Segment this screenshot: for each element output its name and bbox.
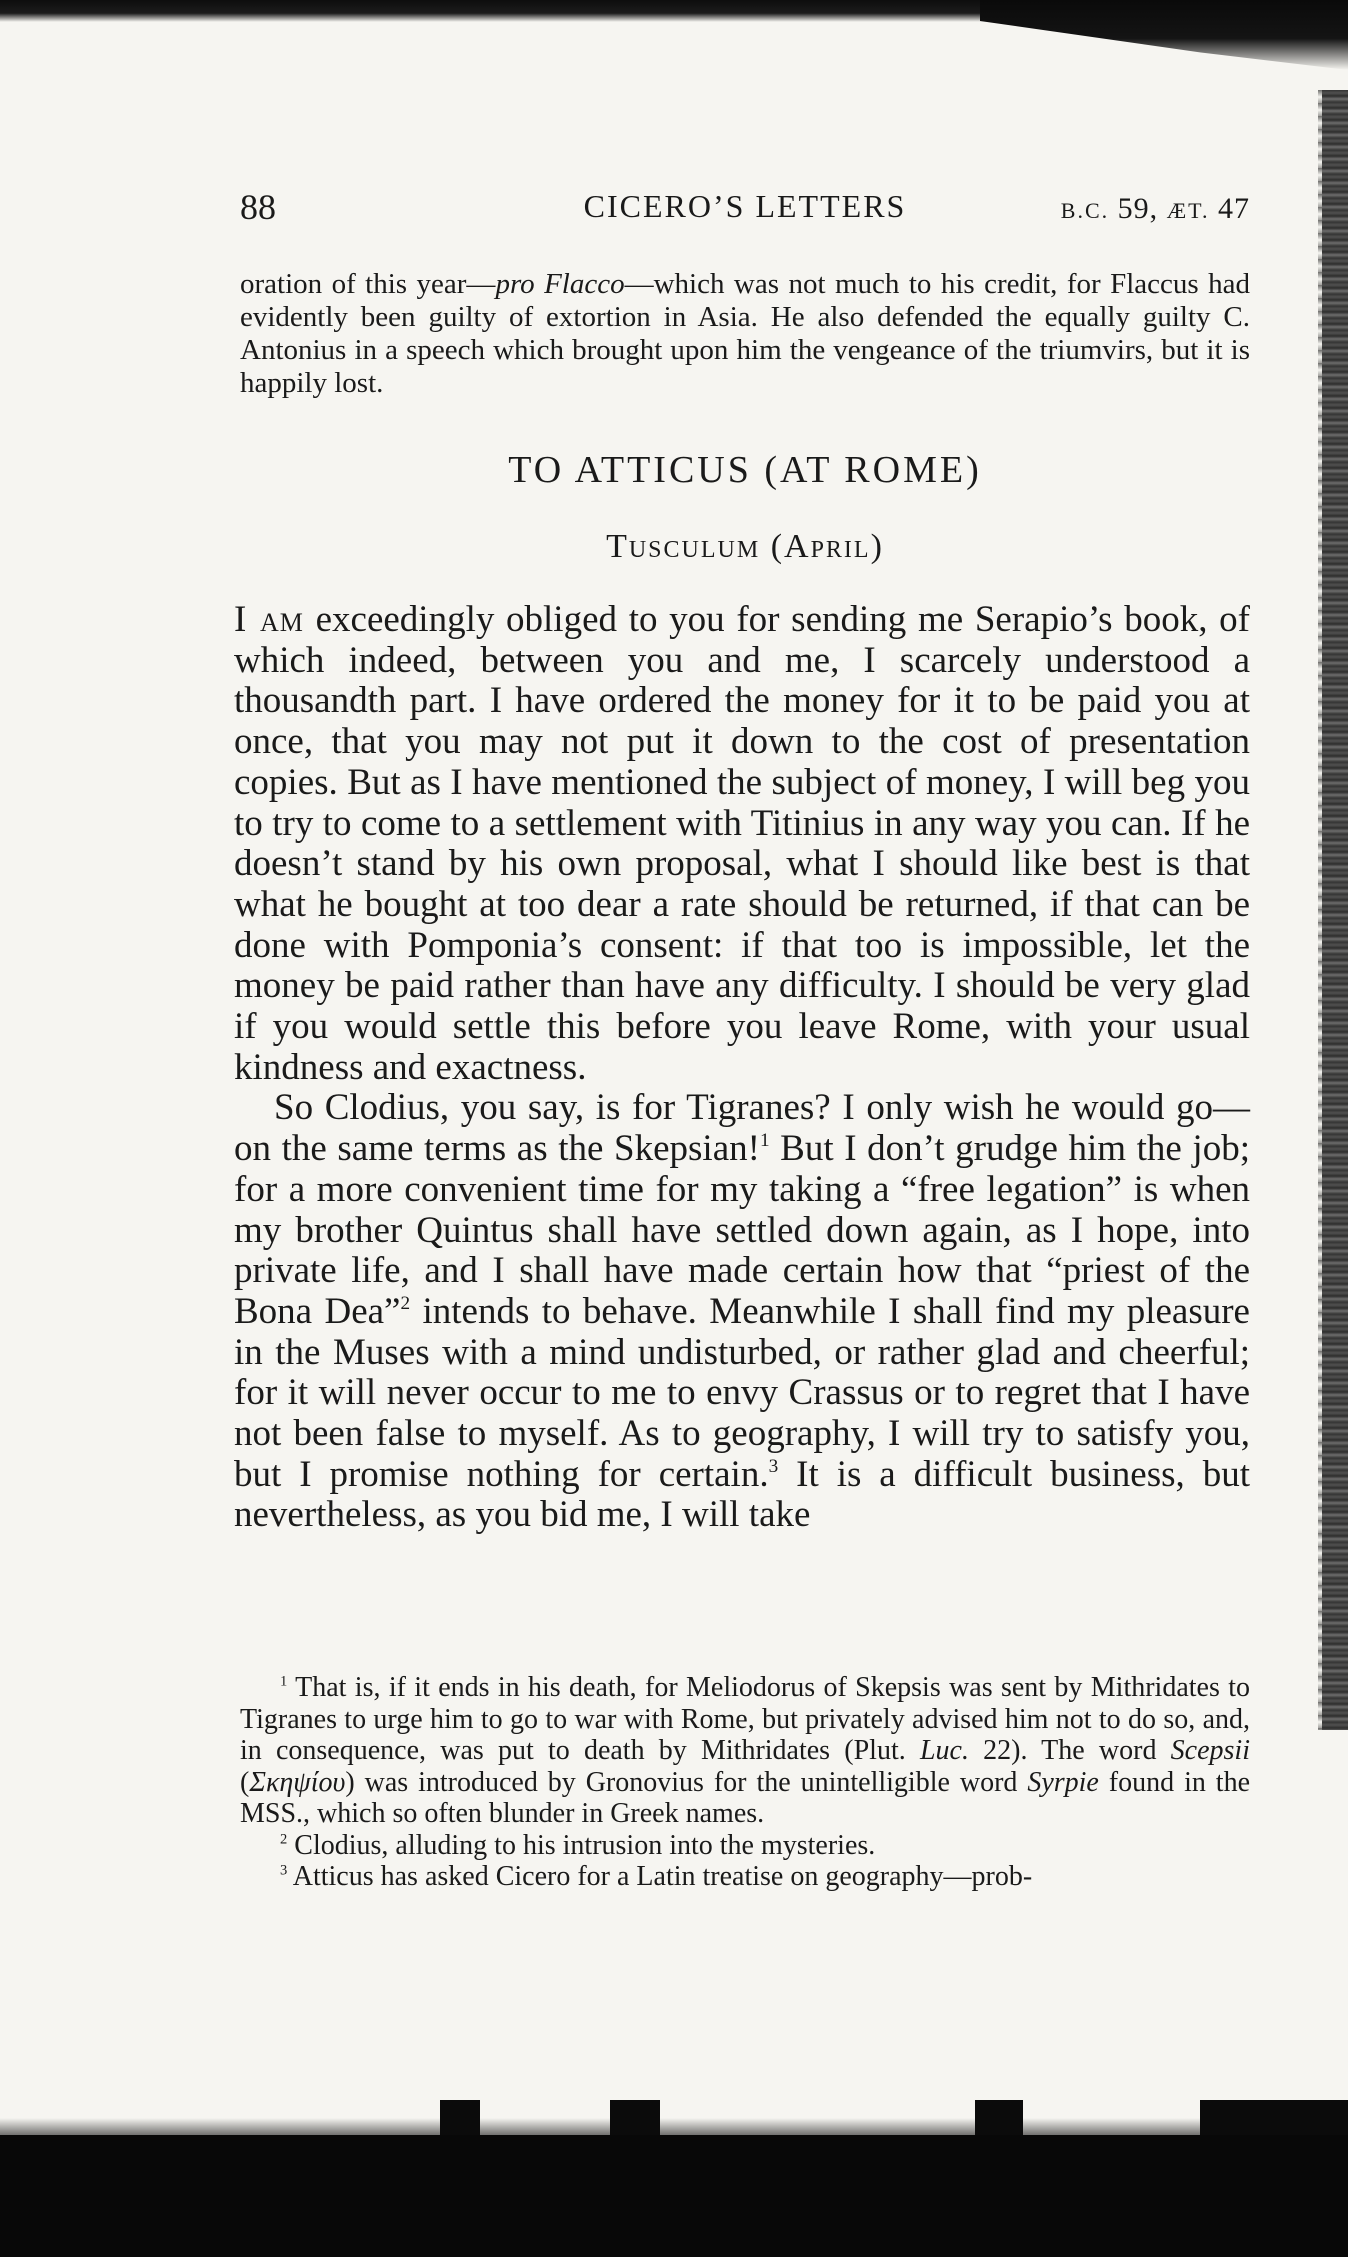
paragraph-text: But I don’t grudge him the job; for a more convenient time for my taking a “free legation” is when my brother Quintus shall have settled down again, as I hope, into private life, and I shall have made certain how that “priest of the Bona Dea” xyxy=(234,1128,1250,1332)
footnote-text: ( xyxy=(240,1766,250,1798)
letter-place-text: Tusculum (April) xyxy=(606,528,884,565)
footnote-number: 2 xyxy=(280,1831,288,1848)
paragraph-text: exceedingly obliged to you for sending me Serapio’s book, of which indeed, between you and me, I scarcely understood a thousandth part. I have ordered the money for it to be paid you at once, that you may not put it down to the cost of presentation copies. But as I have mentioned the subject of money, I will beg you to try to come to a settlement with Titinius in any way you can. If he doesn’t stand by his own proposal, what I should like best is that what he bought at too dear a rate should be returned, if that can be done with Pomponia’s consent: if that too is impossible, let the money be paid rather than have any difficulty. I should be very glad if you would settle this before you leave Rome, with your usual kindness and exactness. xyxy=(234,599,1250,1088)
letter-body xyxy=(234,600,1250,1536)
footnote-text: 22). The word xyxy=(968,1735,1171,1766)
letter-place-date xyxy=(240,528,1250,566)
footnote-ref: 3 xyxy=(768,1455,779,1477)
paragraph-text: So Clodius, you say, is for Tigranes? I only wish he would go—on the same terms as the Skepsian! xyxy=(234,1087,1250,1170)
footnote-2 xyxy=(240,1830,1250,1862)
intro-italic-title: pro Flacco xyxy=(495,268,625,300)
footnote-ref: 1 xyxy=(759,1130,770,1152)
body-paragraph xyxy=(234,1088,1250,1536)
intro-paragraph xyxy=(240,268,1250,400)
footnote-text: That is, if it ends in his death, for Meliodorus of Skepsis was sent by Mithridates to Tigranes to urge him to go to war with Rome, but privately advised him not to do so, and, in consequence, was put to death by Mithridates (Plut. xyxy=(240,1672,1251,1766)
footnote-text: Clodius, alluding to his intrusion into the mysteries. xyxy=(294,1829,876,1861)
footnote-text: found in the MSS., which so often blunder in Greek names. xyxy=(240,1766,1250,1829)
letter-heading: TO ATTICUS (AT ROME) xyxy=(508,449,982,491)
paragraph-lead: I am xyxy=(234,599,304,640)
date-prefix: B.C. xyxy=(1060,198,1110,223)
footnote-ref: 2 xyxy=(400,1293,411,1315)
paragraph-text: It is a difficult business, but nevertheless, as you bid me, I will take xyxy=(234,1453,1250,1536)
footnote-number: 1 xyxy=(280,1673,288,1690)
footnote-italic: Scepsii xyxy=(1170,1735,1250,1766)
intro-text-start: oration of this year— xyxy=(240,268,496,300)
body-paragraph xyxy=(234,600,1250,1088)
age-prefix: ÆT. xyxy=(1166,198,1210,223)
running-head xyxy=(240,186,1250,236)
footnote-italic: Syrpie xyxy=(1027,1766,1099,1798)
footnote-text: Atticus has asked Cicero for a Latin treatise on geography—prob- xyxy=(292,1861,1033,1892)
intro-text-end: —which was not much to his credit, for Flaccus had evidently been guilty of extortion in Asia. He also defended the equally guilty C. Antonius in a speech which brought upon him the vengeance of the triumvirs, but it is happily lost. xyxy=(240,268,1250,399)
footnotes xyxy=(240,1672,1250,1893)
age-value: 47 xyxy=(1218,192,1250,225)
footnote-italic: Luc. xyxy=(919,1735,969,1766)
paragraph-text: intends to behave. Meanwhile I shall find my pleasure in the Muses with a mind undisturbed, or rather glad and cheerful; for it will never occur to me to envy Crassus or to regret that I have not been false to myself. As to geography, I will try to satisfy you, but I promise nothing for certain. xyxy=(234,1290,1250,1495)
page-number: 88 xyxy=(240,187,276,227)
running-title: CICERO’S LETTERS xyxy=(583,188,907,224)
footnote-1 xyxy=(240,1672,1250,1830)
footnote-text: ) was introduced by Gronovius for the unintelligible word xyxy=(345,1766,1028,1798)
date-year: 59, xyxy=(1117,192,1159,225)
footnote-greek: Σκηψίου xyxy=(249,1766,346,1798)
footnote-3 xyxy=(240,1861,1250,1893)
running-date xyxy=(1061,192,1250,226)
footnote-number: 3 xyxy=(280,1862,288,1879)
